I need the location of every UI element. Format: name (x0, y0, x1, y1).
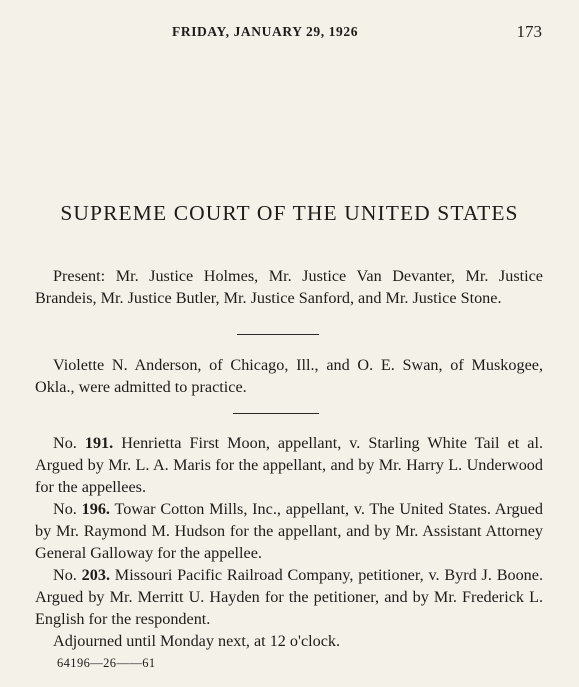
case-entry (35, 564, 543, 630)
court-title: SUPREME COURT OF THE UNITED STATES (60, 201, 519, 225)
present-text: Present: Mr. Justice Holmes, Mr. Justice Van Devanter, Mr. Justice Brandeis, Mr. Justice Butler, Mr. Justice Sanford, and Mr. Justice Stone. (35, 267, 543, 307)
case-entry (35, 498, 543, 564)
case-label: No. (53, 500, 77, 518)
case-label: No. (53, 434, 77, 452)
case-label: No. (53, 566, 77, 584)
admitted-paragraph (35, 354, 543, 398)
present-paragraph (35, 265, 543, 309)
case-entry (35, 432, 543, 498)
case-number: 196. (81, 500, 110, 518)
running-header (0, 22, 579, 42)
case-text: Towar Cotton Mills, Inc., appellant, v. The United States. Argued by Mr. Raymond M. Hudson for the appellant, and by Mr. Assistant Attorney General Galloway for the appellee. (35, 500, 544, 562)
section-divider (237, 334, 319, 335)
case-number: 191. (84, 434, 114, 452)
print-footer: 64196—26——61 (57, 656, 156, 670)
case-number: 203. (81, 566, 110, 584)
adjournment-text: Adjourned until Monday next, at 12 o'clock. (53, 632, 341, 650)
case-text: Missouri Pacific Railroad Company, petitioner, v. Byrd J. Boone. Argued by Mr. Merritt U. Hayden for the petitioner, and by Mr. Frederick L. English for the respondent. (35, 566, 543, 628)
admitted-text: Violette N. Anderson, of Chicago, Ill., and O. E. Swan, of Muskogee, Okla., were admitted to practice. (35, 356, 543, 396)
case-text: Henrietta First Moon, appellant, v. Starling White Tail et al. Argued by Mr. L. A. Maris for the appellant, and by Mr. Harry L. Underwood for the appellees. (35, 434, 543, 496)
case-list (35, 432, 543, 652)
header-date: FRIDAY, JANUARY 29, 1926 (172, 24, 359, 39)
section-divider (233, 413, 319, 414)
page-number: 173 (516, 22, 542, 41)
